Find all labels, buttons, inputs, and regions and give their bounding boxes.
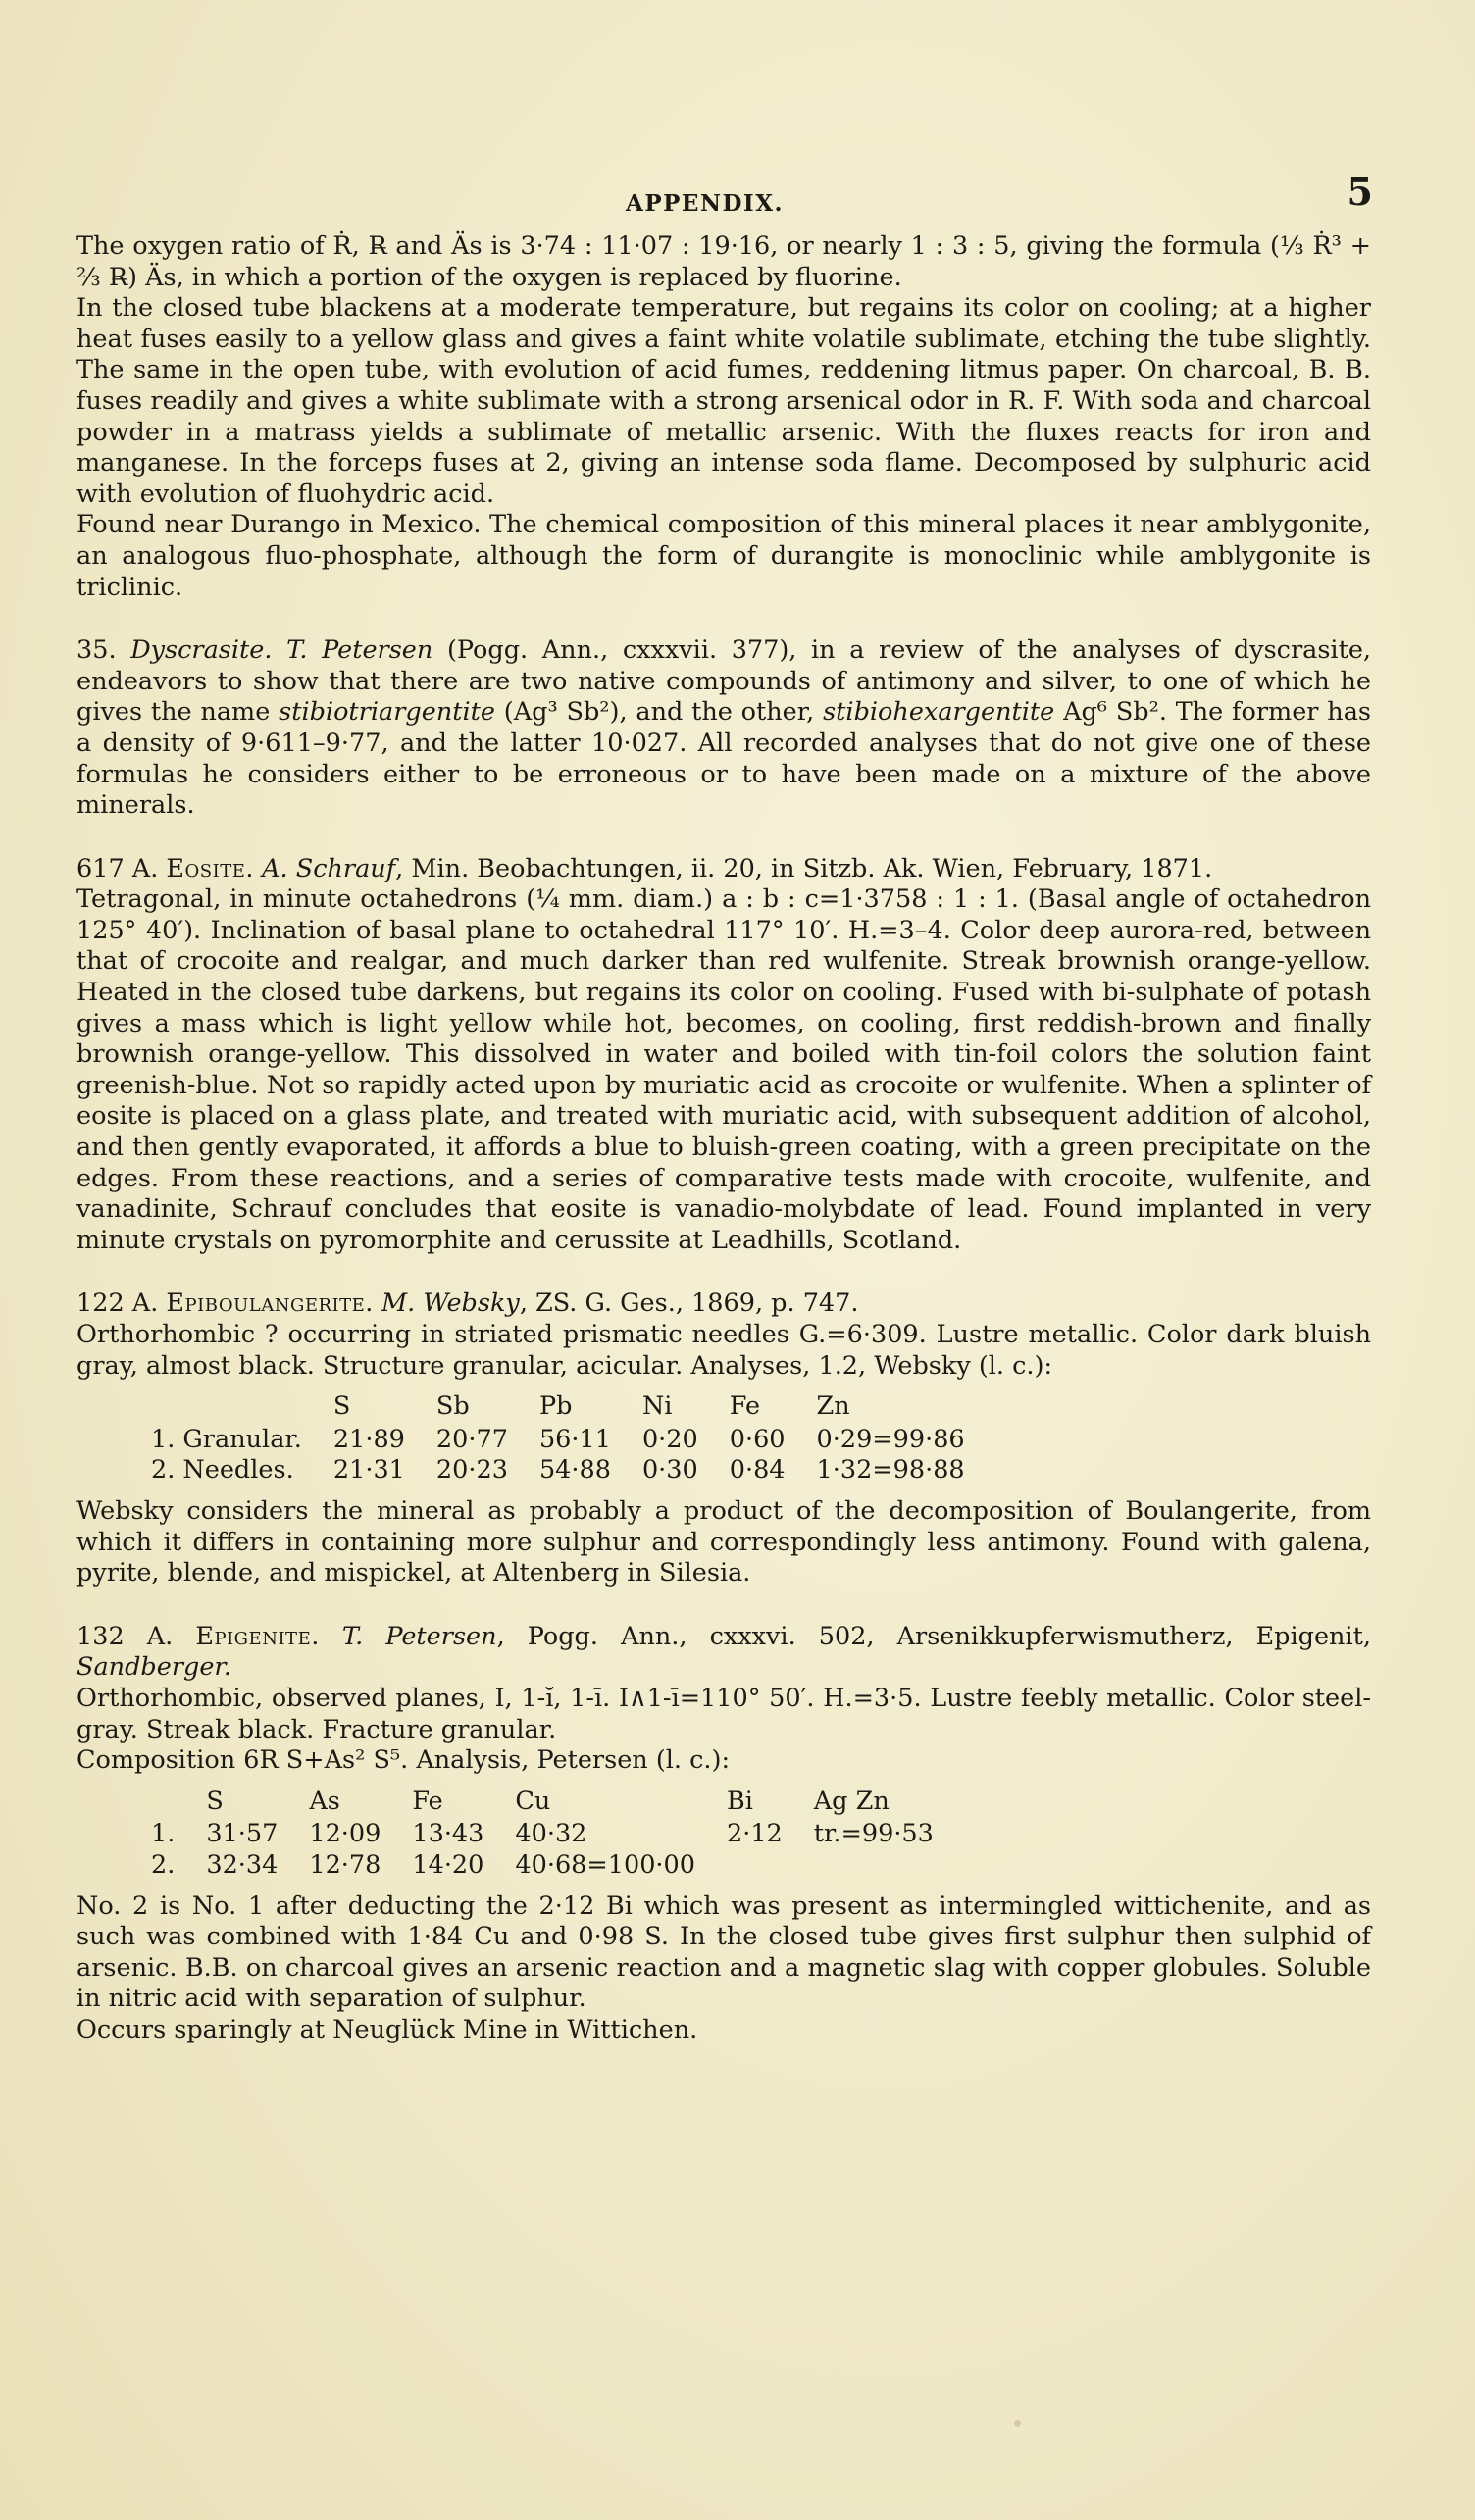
- table-cell: 40·68=100·00: [515, 1849, 695, 1880]
- table-cell: 0·20: [641, 1424, 698, 1454]
- epiboulangerite-entry: [76, 1288, 1371, 1588]
- table-cell: 1.: [151, 1819, 176, 1849]
- header-cell: Cu: [515, 1786, 551, 1816]
- analysis-table: [135, 1391, 981, 1487]
- table-header-row: [135, 1391, 981, 1425]
- table-cell: 1·32=98·88: [816, 1455, 965, 1486]
- epigenite-outro: No. 2 is No. 1 after deducting the 2·12 Bi which was present as intermingled wittichenite, and as such was combined with 1·84 Cu and 0·98 S. In the closed tube gives first sulphur then sulphid of arsenic. B.B. on charcoal gives an arsenic reaction and a magnetic slag with copper globules. Soluble in nitric acid with separation of sulphur.: [76, 1890, 1371, 2014]
- epigenite-composition: Composition 6R S+As² S⁵. Analysis, Petersen (l. c.):: [76, 1745, 731, 1776]
- header-cell: Fe: [412, 1786, 443, 1816]
- table-cell: 13·43: [412, 1819, 484, 1849]
- table-cell: 31·57: [206, 1819, 279, 1849]
- page-number: 5: [1347, 170, 1373, 214]
- epiboulangerite-outro: Websky considers the mineral as probably a product of the decomposition of Boulangerite, from which it differs in containing more sulphur and correspondingly less antimony. Found with galena, pyrite, blende, and mispickel, at Altenberg in Silesia.: [76, 1495, 1371, 1588]
- species-name: stibiotriargentite: [279, 697, 495, 728]
- epiboulangerite-heading: [76, 1288, 1371, 1320]
- header-cell: Pb: [538, 1391, 573, 1422]
- table-cell: 0·29=99·86: [816, 1424, 965, 1454]
- table-row: [135, 1425, 981, 1456]
- table-cell: [711, 1850, 798, 1882]
- header-cell: Bi: [726, 1786, 753, 1816]
- dyscrasite-entry: [76, 635, 1371, 822]
- epigenite-occurrence: Occurs sparingly at Neuglück Mine in Wittichen.: [76, 2014, 698, 2044]
- table-cell: 54·88: [538, 1455, 611, 1486]
- table-cell: 2.: [151, 1849, 176, 1880]
- author: T. Petersen: [286, 635, 433, 666]
- formula: (Ag³ Sb²), and the other,: [503, 697, 815, 728]
- table-cell: 56·11: [538, 1424, 611, 1454]
- header-cell: S: [332, 1391, 351, 1422]
- table-cell: 0·84: [729, 1455, 786, 1486]
- mineral-name: Epigenite.: [195, 1621, 320, 1651]
- epiboulangerite-intro: Orthorhombic ? occurring in striated prismatic needles G.=6·309. Lustre metallic. Color dark bluish gray, almost black. Structure granular, acicular. Analyses, 1.2, Websky (l. c.):: [76, 1320, 1371, 1381]
- table-cell: 12·78: [309, 1849, 381, 1880]
- header-cell: Ag Zn: [813, 1786, 890, 1816]
- header-cell: Ni: [641, 1391, 673, 1422]
- table-cell: [798, 1850, 949, 1882]
- eosite-body: Tetragonal, in minute octahedrons (¼ mm. diam.) a : b : c=1·3758 : 1 : 1. (Basal angle of octahedron 125° 40′). Inclination of basal plane to octahedral 117° 10′. H.=3–4. Color deep aurora-red, between that of crocoite and realgar, and much darker than red wulfenite. Streak brownish orange-yellow. Heated in the closed tube darkens, but regains its color on cooling. Fused with bi-sulphate of potash gives a mass which is light yellow while hot, becomes, on cooling, first reddish-brown and finally brownish orange-yellow. This dissolved in water and boiled with tin-foil colors the solution faint greenish-blue. Not so rapidly acted upon by muriatic acid as crocoite or wulfenite. When a splinter of eosite is placed on a glass plate, and treated with muriatic acid, with subsequent addition of alcohol, and then gently evaporated, it affords a blue to bluish-green coating, with a green precipitate on the edges. From these reactions, and a series of comparative tests made with crocoite, wulfenite, and vanadinite, Schrauf concludes that eosite is vanadio-molybdate of lead. Found implanted in very minute crystals on pyromorphite and cerussite at Leadhills, Scotland.: [76, 884, 1371, 1255]
- blowpipe-paragraph: In the closed tube blackens at a moderate temperature, but regains its color on cooling; at a higher heat fuses easily to a yellow glass and gives a faint white volatile sublimate, etching the tube slightly. The same in the open tube, with evolution of acid fumes, reddening litmus paper. On charcoal, B. B. fuses readily and gives a white sublimate with a strong arsenical odor in R. F. With soda and charcoal powder in a matrass yields a sublimate of metallic arsenic. With the fluxes reacts for iron and manganese. In the forceps fuses at 2, giving an intense soda flame. Decomposed by sulphuric acid with evolution of fluohydric acid.: [76, 293, 1371, 509]
- table-row: [135, 1819, 949, 1850]
- header-cell: [135, 1391, 318, 1425]
- header-cell: Zn: [816, 1391, 850, 1422]
- book-page: [76, 167, 1371, 2045]
- epigenite-description: Orthorhombic, observed planes, I, 1-ĭ, 1-ī. I∧1-ī=110° 50′. H.=3·5. Lustre feebly metallic. Color steel-gray. Streak black. Fracture granular.: [76, 1683, 1371, 1744]
- oxygen-ratio-paragraph: The oxygen ratio of Ṙ, R̶ and Äs is 3·74 : 11·07 : 19·16, or nearly 1 : 3 : 5, giving the formula (⅓ Ṙ³ + ⅔ R̶) Äs, in which a portion of the oxygen is replaced by fluorine.: [76, 231, 1371, 292]
- table-row: [135, 1850, 949, 1882]
- mineral-name: Eosite.: [166, 853, 254, 883]
- text: Ag⁶ Sb². The former has a density of 9·611–9·77, and the latter 10·027. All recorded analyses that do not give one of these formulas he considers either to be erroneous or to have been made on a mixture of the above minerals.: [76, 697, 1371, 821]
- page-header: [76, 167, 1371, 226]
- analysis-table: [135, 1787, 949, 1882]
- reference: , ZS. G. Ges., 1869, p. 747.: [519, 1288, 859, 1319]
- durangite-continuation: [76, 231, 1371, 603]
- table-cell: 40·32: [515, 1819, 587, 1849]
- table-cell: 2·12: [726, 1819, 783, 1849]
- header-cell: Sb: [435, 1391, 470, 1422]
- table-cell: 0·60: [729, 1424, 786, 1454]
- mineral-name: Dyscrasite.: [130, 635, 273, 666]
- table-cell: 14·20: [412, 1849, 484, 1880]
- author: T. Petersen: [341, 1621, 497, 1651]
- author: A. Schrauf: [262, 853, 396, 883]
- entry-number: 35.: [76, 635, 117, 666]
- table-cell: 20·77: [435, 1424, 508, 1454]
- table-row: [135, 1455, 981, 1487]
- text: (Pogg. Ann., cxxxvii. 377), in a review of the analyses of dyscrasite, endeavors to show that there are two native compounds of antimony and silver, to one of which he gives the name: [76, 635, 1372, 728]
- entry-number: 122 A.: [76, 1288, 159, 1319]
- dyscrasite-paragraph: [76, 635, 1371, 822]
- table-cell: 12·09: [309, 1819, 381, 1849]
- header-cell: S: [206, 1786, 224, 1816]
- entry-number: 617 A.: [76, 853, 159, 883]
- reference-author: Sandberger.: [76, 1652, 231, 1683]
- table-cell: 2. Needles.: [151, 1455, 294, 1486]
- species-name: stibiohexargentite: [823, 697, 1055, 728]
- header-cell: Fe: [729, 1391, 761, 1422]
- table-cell: 1. Granular.: [151, 1424, 302, 1454]
- table-cell: 20·23: [435, 1455, 508, 1486]
- eosite-entry: [76, 854, 1371, 1257]
- paper-spot: [1014, 2420, 1021, 2427]
- table-header-row: [135, 1787, 949, 1820]
- header-cell: As: [309, 1786, 340, 1816]
- reference: , Pogg. Ann., cxxxvi. 502, Arsenikkupferwismutherz, Epigenit,: [496, 1621, 1371, 1651]
- table-cell: 0·30: [641, 1455, 698, 1486]
- table-cell: 21·31: [332, 1455, 405, 1486]
- author: M. Websky: [381, 1288, 520, 1319]
- header-cell: [135, 1787, 190, 1820]
- reference: , Min. Beobachtungen, ii. 20, in Sitzb. Ak. Wien, February, 1871.: [395, 853, 1213, 883]
- locality-paragraph: Found near Durango in Mexico. The chemical composition of this mineral places it near amblygonite, an analogous fluo-phosphate, although the form of durangite is monoclinic while amblygonite is triclinic.: [76, 510, 1371, 602]
- table-cell: tr.=99·53: [813, 1819, 934, 1849]
- epigenite-entry: [76, 1622, 1371, 2046]
- epigenite-heading: [76, 1622, 1371, 1684]
- table-cell: 32·34: [206, 1849, 279, 1880]
- table-cell: 21·89: [332, 1424, 405, 1454]
- eosite-heading: [76, 854, 1371, 885]
- entry-number: 132 A.: [76, 1621, 174, 1651]
- mineral-name: Epiboulangerite.: [166, 1288, 374, 1319]
- running-head: APPENDIX.: [626, 190, 785, 217]
